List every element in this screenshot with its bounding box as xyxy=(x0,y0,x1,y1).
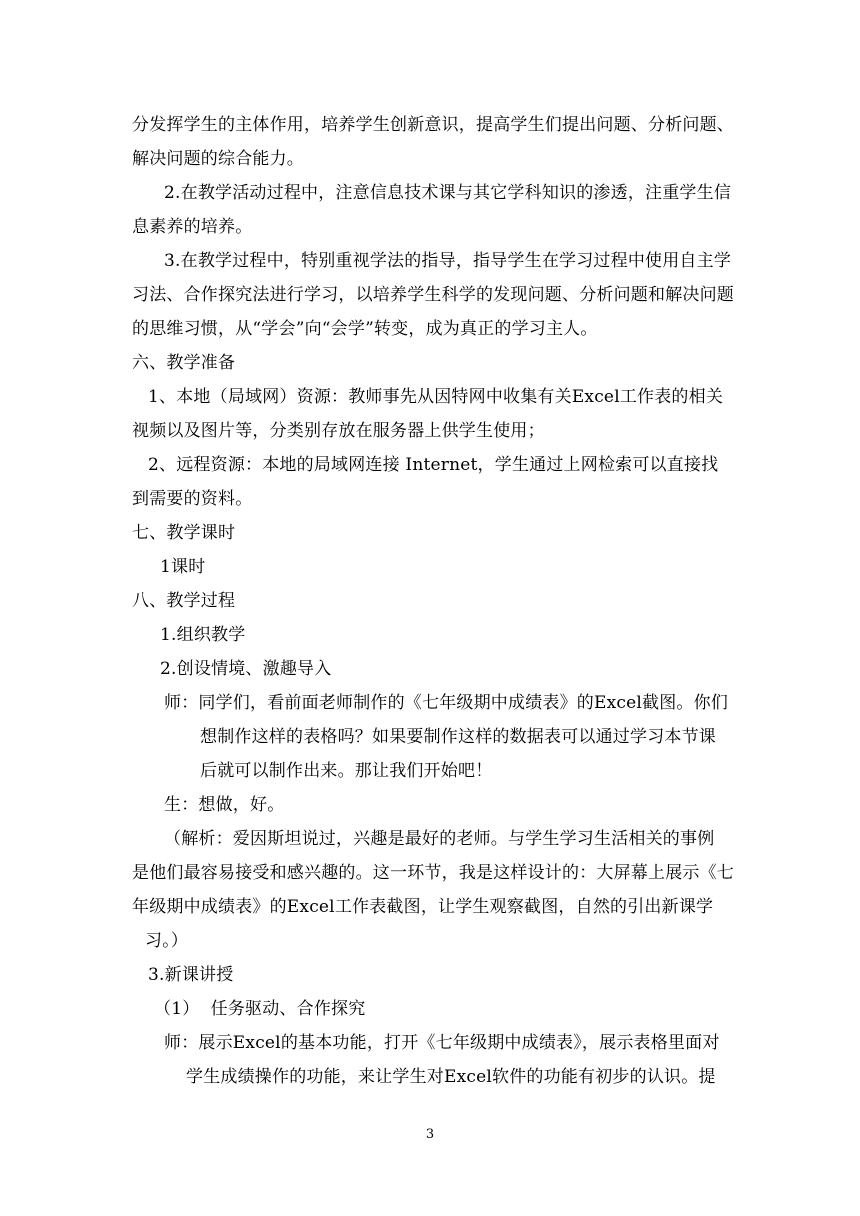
text-line: 习。） xyxy=(145,931,189,951)
text-line: 息素养的培养。 xyxy=(132,217,253,237)
text-line: 1、本地（局域网）资源：教师事先从因特网中收集有关Excel工作表的相关 xyxy=(148,387,724,407)
text-line: 年级期中成绩表》的Excel工作表截图，让学生观察截图，自然的引出新课学 xyxy=(132,897,714,917)
page-number: 3 xyxy=(425,1127,435,1142)
text-line: 后就可以制作出来。那让我们开始吧！ xyxy=(200,761,493,781)
text-line: 3.新课讲授 xyxy=(148,965,234,985)
text-line: 是他们最容易接受和感兴趣的。这一环节，我是这样设计的：大屏幕上展示《七 xyxy=(132,863,734,883)
text-line: 解决问题的综合能力。 xyxy=(132,149,304,169)
text-line: （1） 任务驱动、合作探究 xyxy=(154,999,366,1019)
text-line: 1.组织教学 xyxy=(160,625,246,645)
text-line: 学生成绩操作的功能，来让学生对Excel软件的功能有初步的认识。提 xyxy=(186,1067,716,1087)
text-line: 2.在教学活动过程中，注意信息技术课与其它学科知识的渗透，注重学生信 xyxy=(164,183,732,203)
text-line: 3.在教学过程中，特别重视学法的指导，指导学生在学习过程中使用自主学 xyxy=(164,251,732,271)
text-line: 分发挥学生的主体作用，培养学生创新意识，提高学生们提出问题、分析问题、 xyxy=(132,115,734,135)
text-line: 习法、合作探究法进行学习，以培养学生科学的发现问题、分析问题和解决问题 xyxy=(132,285,734,305)
text-line: 2、远程资源：本地的局域网连接 Internet，学生通过上网检索可以直接找 xyxy=(148,455,719,475)
text-line: 视频以及图片等，分类别存放在服务器上供学生使用； xyxy=(132,421,545,441)
text-line: （解析：爱因斯坦说过，兴趣是最好的老师。与学生学习生活相关的事例 xyxy=(164,829,715,849)
section-heading: 八、教学过程 xyxy=(132,591,236,611)
text-line: 生：想做，好。 xyxy=(164,795,285,815)
text-line: 到需要的资料。 xyxy=(132,489,253,509)
text-line: 的思维习惯，从“学会”向“会学”转变，成为真正的学习主人。 xyxy=(132,319,598,339)
text-line: 2.创设情境、激趣导入 xyxy=(160,659,332,679)
section-heading: 六、教学准备 xyxy=(132,353,236,373)
text-line: 师：同学们，看前面老师制作的《七年级期中成绩表》的Excel截图。你们 xyxy=(164,693,729,713)
text-line: 师：展示Excel的基本功能，打开《七年级期中成绩表》，展示表格里面对 xyxy=(164,1033,720,1053)
section-heading: 七、教学课时 xyxy=(132,523,236,543)
text-line: 想制作这样的表格吗？如果要制作这样的数据表可以通过学习本节课 xyxy=(200,727,716,747)
text-line: 1课时 xyxy=(160,557,206,577)
